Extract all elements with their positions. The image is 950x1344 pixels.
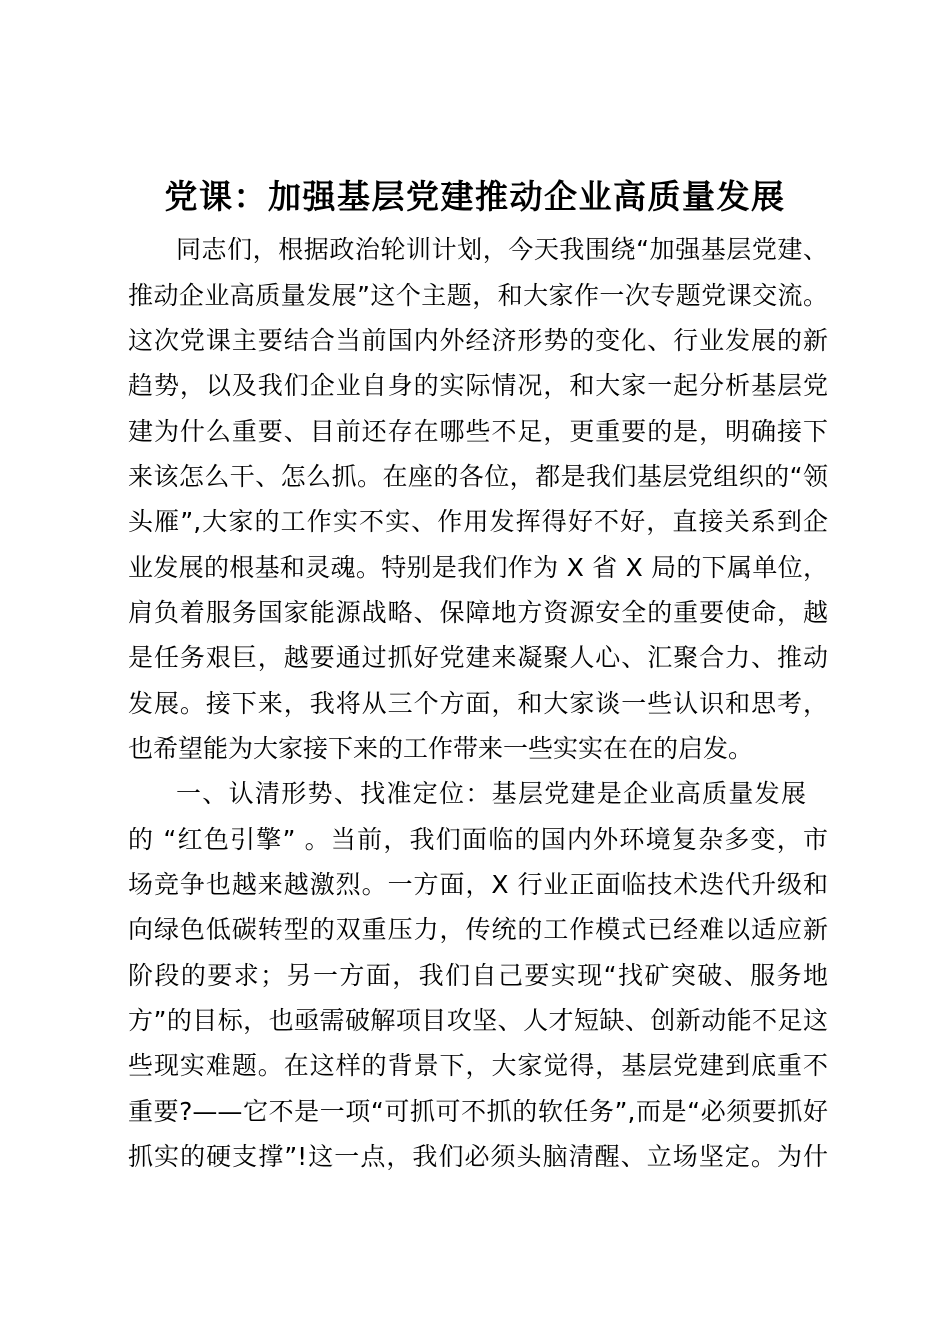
- paragraph-line: 来该怎么干、怎么抓。在座的各位，都是我们基层党组织的“领: [128, 462, 828, 491]
- paragraph-line: 些现实难题。在这样的背景下，大家觉得，基层党建到底重不: [128, 1051, 828, 1080]
- paragraph-line: 这次党课主要结合当前国内外经济形势的变化、行业发展的新: [128, 326, 828, 355]
- paragraph-line: 也希望能为大家接下来的工作带来一些实实在在的启发。: [128, 734, 754, 763]
- paragraph-line: 的 “红色引擎” 。当前，我们面临的国内外环境复杂多变，市: [128, 825, 828, 854]
- paragraph-line: 同志们，根据政治轮训计划，今天我围绕“加强基层党建、: [176, 235, 828, 264]
- document-title: 党课：加强基层党建推动企业高质量发展: [164, 177, 786, 216]
- paragraph-line: 推动企业高质量发展”这个主题，和大家作一次专题党课交流。: [128, 281, 828, 310]
- paragraph-line: 头雁”,大家的工作实不实、作用发挥得好不好，直接关系到企: [128, 507, 828, 536]
- paragraph-line: 场竞争也越来越激烈。一方面，X 行业正面临技术迭代升级和: [128, 870, 828, 899]
- paragraph-line: 阶段的要求；另一方面，我们自己要实现“找矿突破、服务地: [128, 961, 828, 990]
- paragraph-line: 肩负着服务国家能源战略、保障地方资源安全的重要使命，越: [128, 598, 828, 627]
- paragraph-line: 发展。接下来，我将从三个方面，和大家谈一些认识和思考，: [128, 689, 828, 718]
- section-heading-line: 一、认清形势、找准定位：基层党建是企业高质量发展: [176, 779, 806, 808]
- paragraph-line: 建为什么重要、目前还存在哪些不足，更重要的是，明确接下: [128, 417, 828, 446]
- paragraph-line: 是任务艰巨，越要通过抓好党建来凝聚人心、汇聚合力、推动: [128, 643, 828, 672]
- paragraph-line: 重要?——它不是一项“可抓可不抓的软任务”,而是“必须要抓好: [128, 1097, 828, 1126]
- paragraph-line: 抓实的硬支撑”!这一点，我们必须头脑清醒、立场坚定。为什: [128, 1142, 828, 1171]
- paragraph-line: 向绿色低碳转型的双重压力，传统的工作模式已经难以适应新: [128, 915, 828, 944]
- paragraph-line: 方”的目标，也亟需破解项目攻坚、人才短缺、创新动能不足这: [128, 1006, 828, 1035]
- paragraph-line: 业发展的根基和灵魂。特别是我们作为 X 省 X 局的下属单位，: [128, 553, 828, 582]
- paragraph-line: 趋势，以及我们企业自身的实际情况，和大家一起分析基层党: [128, 371, 828, 400]
